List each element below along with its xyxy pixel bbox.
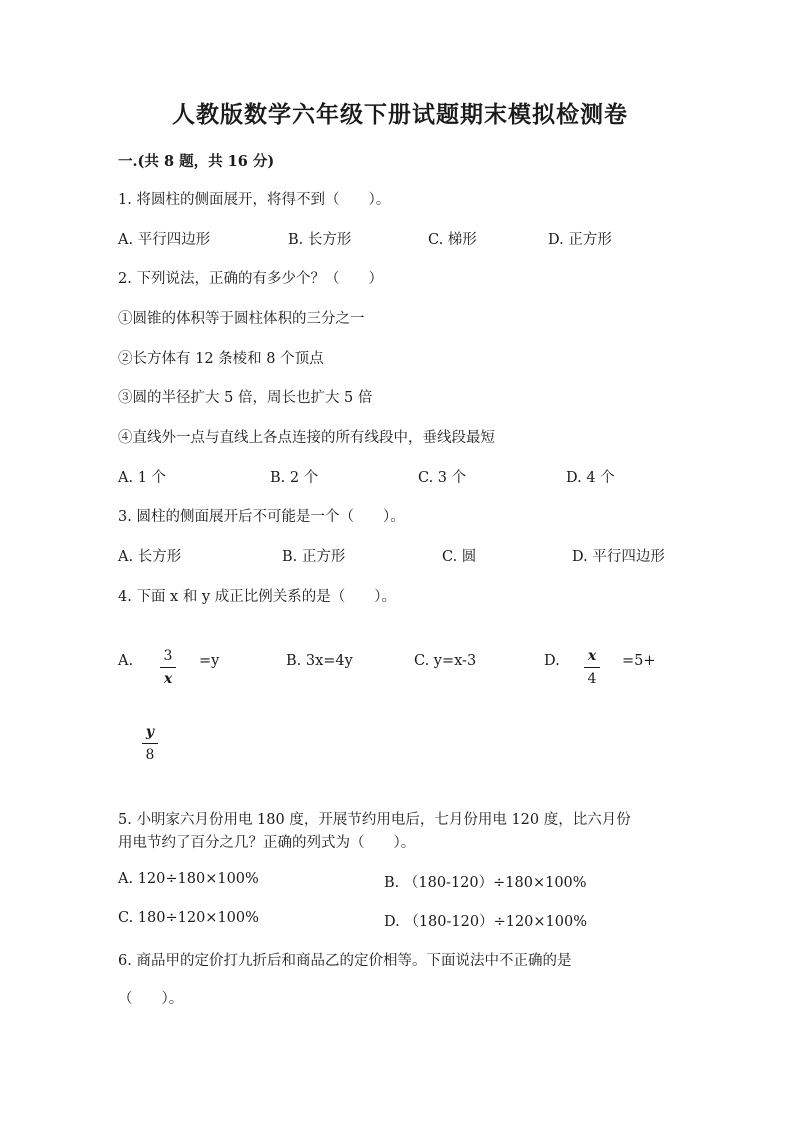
fraction-bar xyxy=(584,667,600,668)
question-2-option-c: C. 3 个 xyxy=(418,470,467,486)
question-4-option-a-tail: =y xyxy=(199,653,220,669)
question-2-option-a: A. 1 个 xyxy=(118,470,167,486)
question-4-option-d-label: D. xyxy=(544,653,560,669)
question-4-option-a-label: A. xyxy=(118,653,134,669)
question-5-option-b: B. （180-120）÷180×100% xyxy=(384,875,587,891)
question-4-option-d-fraction-2 xyxy=(140,724,160,763)
fraction-denominator: 8 xyxy=(145,747,155,763)
question-5-stem-line-1: 5. 小明家六月份用电 180 度，开展节约用电后，七月份用电 120 度，比六月份 xyxy=(118,812,631,828)
question-2-statement-3: ③圆的半径扩大 5 倍，周长也扩大 5 倍 xyxy=(118,390,373,406)
question-4-option-a-fraction xyxy=(158,648,178,687)
fraction-numerator: y xyxy=(145,724,155,740)
question-1-option-c: C. 梯形 xyxy=(428,232,477,248)
question-4-option-d-fraction xyxy=(582,648,602,687)
fraction-bar xyxy=(142,743,158,744)
question-2-option-d: D. 4 个 xyxy=(566,470,615,486)
question-3-option-b: B. 正方形 xyxy=(282,549,346,565)
question-5-option-d: D. （180-120）÷120×100% xyxy=(384,914,588,930)
question-4-stem: 4. 下面 x 和 y 成正比例关系的是（ ）。 xyxy=(118,589,396,605)
question-3-option-a: A. 长方形 xyxy=(118,549,182,565)
question-5-option-a: A. 120÷180×100% xyxy=(118,871,259,887)
question-3-option-c: C. 圆 xyxy=(442,549,477,565)
question-4-option-b: B. 3x=4y xyxy=(286,653,353,669)
question-1-option-b: B. 长方形 xyxy=(288,232,352,248)
question-2-stem: 2. 下列说法，正确的有多少个？（ ） xyxy=(118,271,383,287)
question-1-option-a: A. 平行四边形 xyxy=(118,232,211,248)
question-1-stem: 1. 将圆柱的侧面展开，将得不到（ ）。 xyxy=(118,192,391,208)
question-6-stem-line-1: 6. 商品甲的定价打九折后和商品乙的定价相等。下面说法中不正确的是 xyxy=(118,953,572,969)
fraction-denominator: x xyxy=(163,671,173,687)
question-2-option-b: B. 2 个 xyxy=(270,470,319,486)
fraction-bar xyxy=(160,667,176,668)
fraction-numerator: x xyxy=(587,648,597,664)
fraction-numerator: 3 xyxy=(163,648,173,664)
question-3-option-d: D. 平行四边形 xyxy=(572,549,665,565)
question-2-statement-1: ①圆锥的体积等于圆柱体积的三分之一 xyxy=(118,311,365,327)
question-2-statement-2: ②长方体有 12 条棱和 8 个顶点 xyxy=(118,351,324,367)
question-5-option-c: C. 180÷120×100% xyxy=(118,910,259,926)
page-title: 人教版数学六年级下册试题期末模拟检测卷 xyxy=(172,101,628,128)
question-5-stem-line-2: 用电节约了百分之几？正确的列式为（ ）。 xyxy=(118,835,416,851)
question-4-option-c: C. y=x-3 xyxy=(414,653,477,669)
question-2-statement-4: ④直线外一点与直线上各点连接的所有线段中，垂线段最短 xyxy=(118,430,495,446)
question-1-option-d: D. 正方形 xyxy=(548,232,612,248)
section-heading: 一.(共 8 题，共 16 分) xyxy=(118,153,275,170)
question-3-stem: 3. 圆柱的侧面展开后不可能是一个（ ）。 xyxy=(118,509,405,525)
question-6-stem-line-2: （ ）。 xyxy=(118,991,184,1007)
question-4-option-d-tail: =5+ xyxy=(622,653,656,669)
fraction-denominator: 4 xyxy=(587,671,597,687)
